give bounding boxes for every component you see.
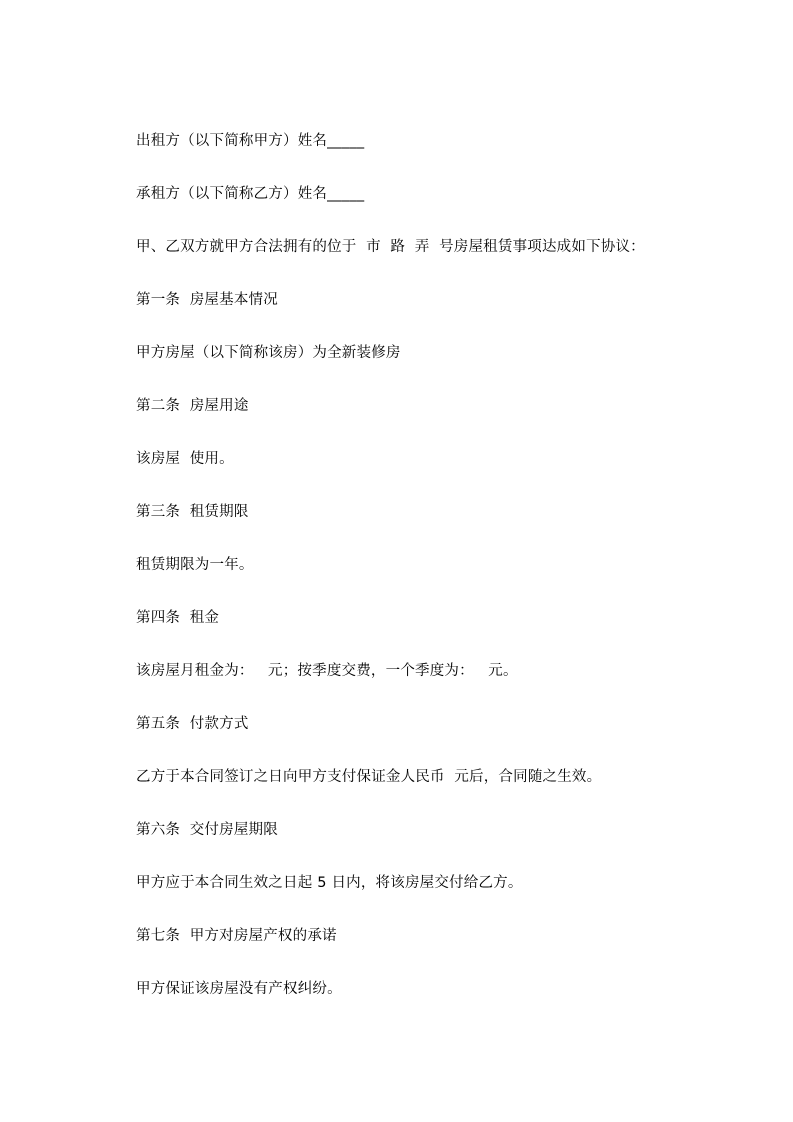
lessee-name-line: 承租方（以下简称乙方）姓名_____ — [136, 186, 365, 202]
article-4-heading: 第四条 租金 — [136, 610, 220, 626]
article-5-heading: 第五条 付款方式 — [136, 716, 249, 732]
agreement-intro: 甲、乙双方就甲方合法拥有的位于 市 路 弄 号房屋租赁事项达成如下协议： — [136, 239, 645, 255]
article-5-text: 乙方于本合同签订之日向甲方支付保证金人民币 元后，合同随之生效。 — [136, 769, 602, 785]
article-3-heading: 第三条 租赁期限 — [136, 504, 249, 520]
article-7-text: 甲方保证该房屋没有产权纠纷。 — [136, 981, 342, 997]
article-6-text: 甲方应于本合同生效之日起 5 日内，将该房屋交付给乙方。 — [136, 875, 523, 891]
article-2-text: 该房屋 使用。 — [136, 451, 234, 467]
article-1-text: 甲方房屋（以下简称该房）为全新装修房 — [136, 345, 401, 361]
lessor-name-line: 出租方（以下简称甲方）姓名_____ — [136, 133, 365, 149]
article-3-text: 租赁期限为一年。 — [136, 557, 254, 573]
article-4-text: 该房屋月租金为： 元；按季度交费，一个季度为： 元。 — [136, 663, 518, 679]
article-6-heading: 第六条 交付房屋期限 — [136, 822, 278, 838]
article-7-heading: 第七条 甲方对房屋产权的承诺 — [136, 928, 337, 944]
article-1-heading: 第一条 房屋基本情况 — [136, 292, 278, 308]
article-2-heading: 第二条 房屋用途 — [136, 398, 249, 414]
